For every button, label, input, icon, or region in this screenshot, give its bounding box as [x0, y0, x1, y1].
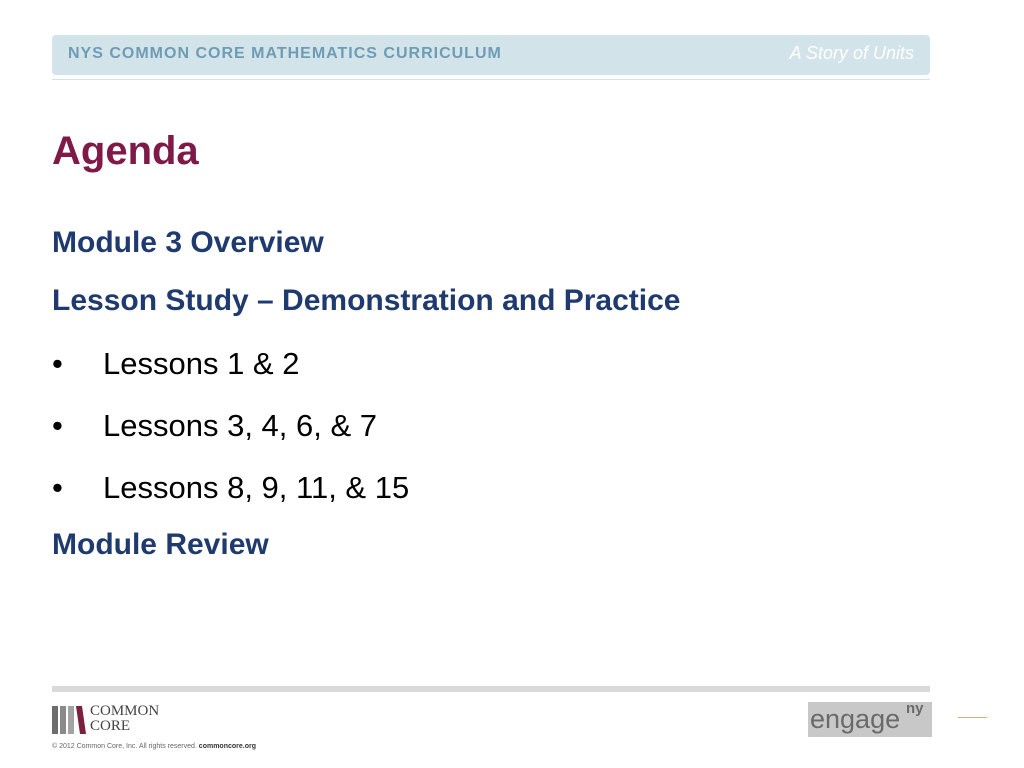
bullet-marker: •: [52, 408, 63, 443]
engage-wordmark: engage: [810, 704, 901, 734]
agenda-bullet-text: Lessons 1 & 2: [103, 346, 300, 381]
copyright-text: © 2012 Common Core, Inc. All rights reserved.: [52, 743, 197, 750]
header-bar: [52, 35, 930, 75]
agenda-heading: Module 3 Overview: [52, 226, 324, 259]
common-core-line2: CORE: [90, 718, 131, 734]
series-label: A Story of Units: [789, 43, 914, 63]
agenda-heading: Module Review: [52, 528, 269, 561]
agenda-bullet-text: Lessons 3, 4, 6, & 7: [103, 408, 378, 443]
engage-ny-logo: [808, 702, 932, 737]
curriculum-label: NYS COMMON CORE MATHEMATICS CURRICULUM: [68, 45, 502, 62]
bullet-marker: •: [52, 470, 63, 505]
engage-ny-superscript: ny: [906, 700, 924, 717]
slide-title: Agenda: [52, 129, 199, 173]
common-core-line1: COMMON: [90, 703, 160, 719]
agenda-bullet-text: Lessons 8, 9, 11, & 15: [103, 470, 410, 505]
copyright-link[interactable]: commoncore.org: [198, 743, 256, 750]
decorative-line: [958, 717, 987, 718]
header-divider: [52, 79, 930, 80]
footer-divider: [52, 686, 930, 692]
copyright-notice: [52, 743, 256, 750]
bullet-marker: •: [52, 346, 63, 381]
common-core-wordmark: [90, 704, 190, 734]
agenda-heading: Lesson Study – Demonstration and Practice: [52, 284, 681, 317]
common-core-logo-icon: [52, 706, 86, 734]
